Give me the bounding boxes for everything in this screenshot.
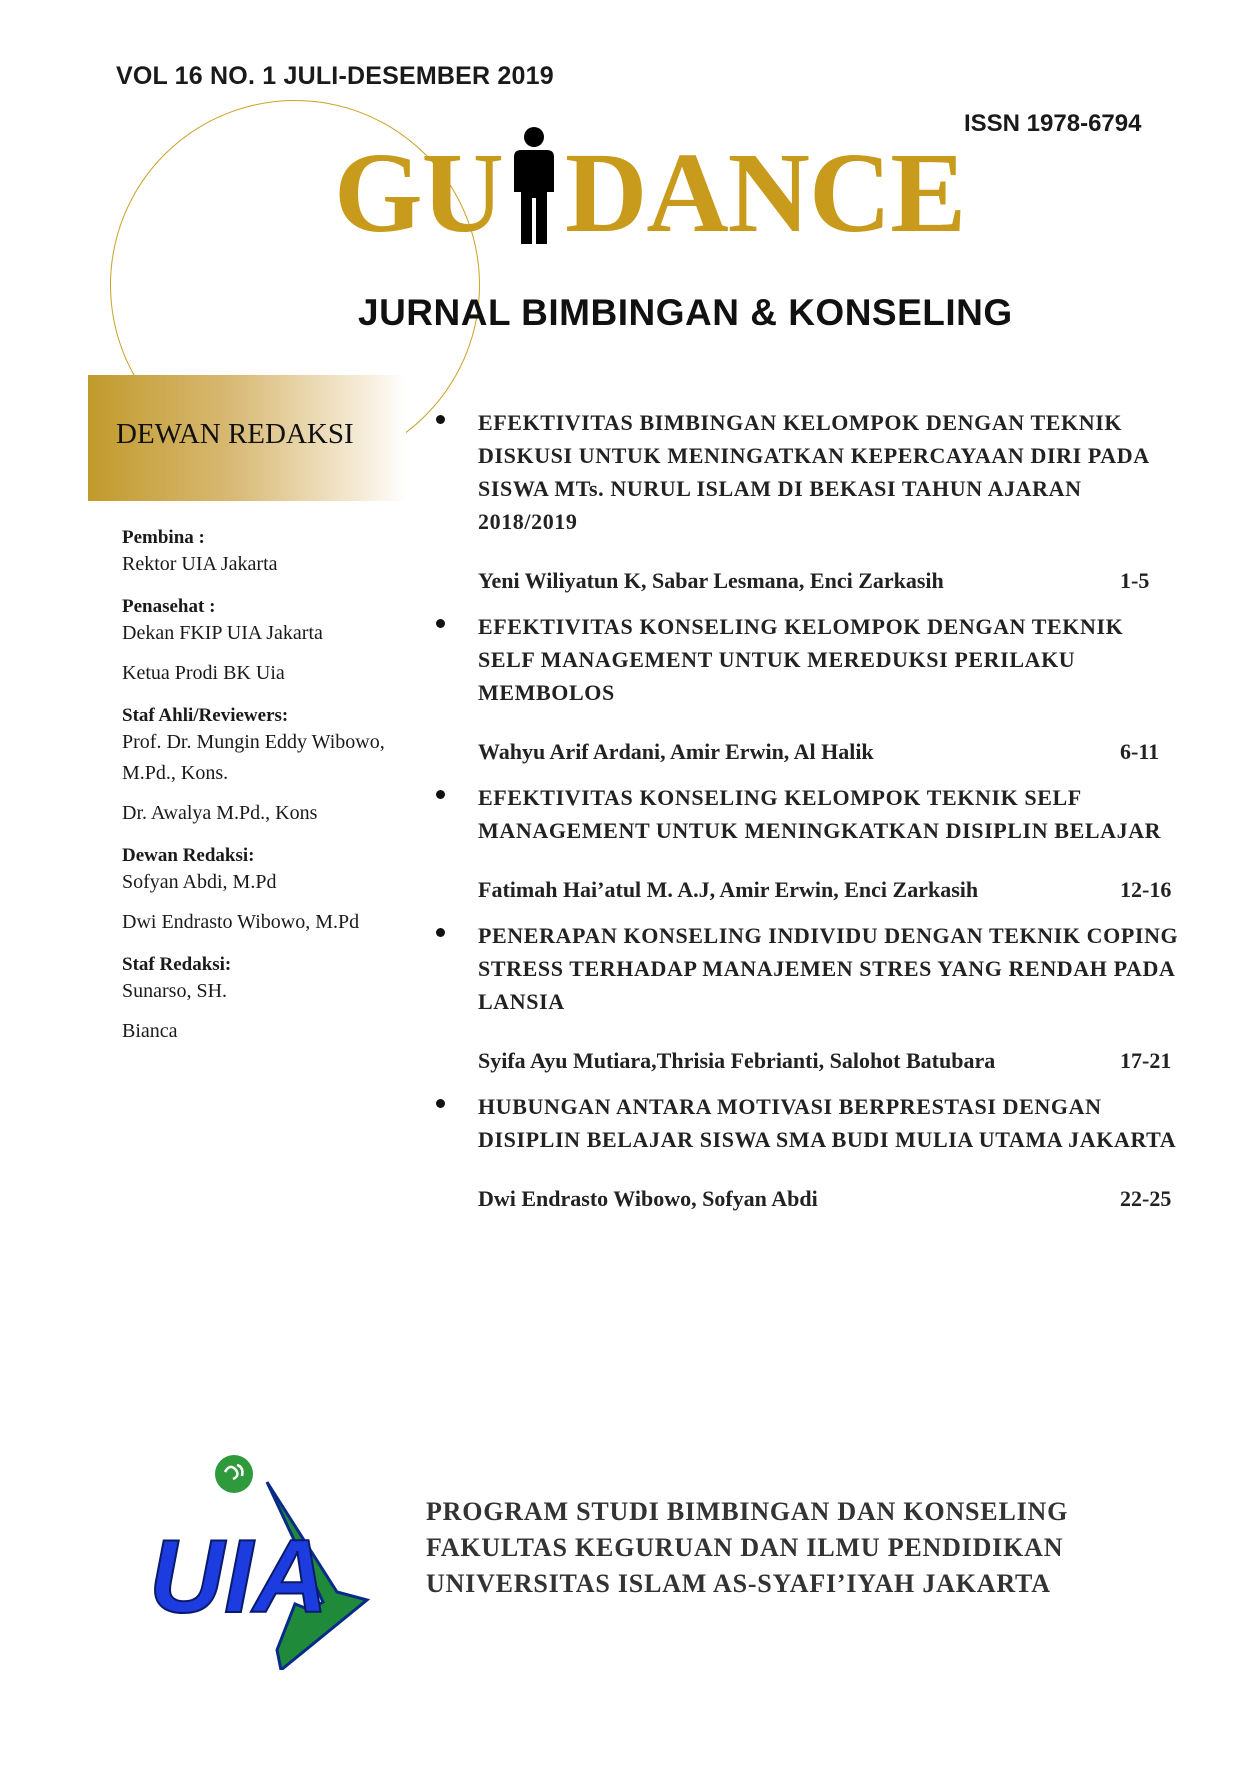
board-member: M.Pd., Kons. — [122, 762, 229, 784]
board-member: Ketua Prodi BK Uia — [122, 662, 285, 684]
article-authors: Fatimah Hai’atul M. A.J, Amir Erwin, Enci Zarkasih — [478, 877, 979, 902]
article-item — [436, 406, 1186, 596]
institution-line: PROGRAM STUDI BIMBINGAN DAN KONSELING — [426, 1497, 1069, 1526]
article-pages: 17-21 — [1120, 1048, 1172, 1073]
board-member: Bianca — [122, 1020, 178, 1042]
board-group — [122, 703, 442, 827]
article-authors: Wahyu Arif Ardani, Amir Erwin, Al Halik — [478, 739, 874, 764]
article-meta — [478, 566, 1182, 596]
journal-title — [334, 129, 966, 256]
board-member: Dr. Awalya M.Pd., Kons — [122, 802, 318, 824]
editorial-board — [122, 525, 442, 1061]
article-item — [436, 919, 1186, 1076]
bullet-icon — [436, 1099, 445, 1108]
board-member: Prof. Dr. Mungin Eddy Wibowo, — [122, 731, 385, 753]
article-title: EFEKTIVITAS KONSELING KELOMPOK DENGAN TEKNIK SELF MANAGEMENT UNTUK MEREDUKSI PERILAKU MEMBOLOS — [478, 614, 1124, 705]
institution-block — [426, 1494, 1068, 1602]
article-list — [436, 406, 1186, 1228]
bullet-icon — [436, 415, 445, 424]
board-group — [122, 952, 442, 1045]
article-pages: 6-11 — [1120, 739, 1160, 764]
board-member: Sunarso, SH. — [122, 980, 228, 1002]
article-authors: Yeni Wiliyatun K, Sabar Lesmana, Enci Zarkasih — [478, 568, 944, 593]
article-item — [436, 610, 1186, 767]
volume-info: VOL 16 NO. 1 JULI-DESEMBER 2019 — [116, 62, 554, 90]
board-heading: Penasehat : — [122, 596, 216, 617]
article-item — [436, 1090, 1186, 1214]
article-pages: 22-25 — [1120, 1186, 1172, 1211]
article-meta — [478, 875, 1182, 905]
uia-logo — [145, 1452, 375, 1670]
article-meta — [478, 737, 1182, 767]
journal-subtitle: JURNAL BIMBINGAN & KONSELING — [358, 292, 1013, 333]
board-heading: Staf Redaksi: — [122, 954, 232, 975]
bullet-icon — [436, 790, 445, 799]
journal-title-left: GU — [334, 129, 503, 256]
board-group — [122, 594, 442, 687]
article-item — [436, 781, 1186, 905]
board-member: Dwi Endrasto Wibowo, M.Pd — [122, 911, 360, 933]
article-pages: 1-5 — [1120, 568, 1150, 593]
article-authors: Syifa Ayu Mutiara,Thrisia Febrianti, Salohot Batubara — [478, 1048, 996, 1073]
issn: ISSN 1978-6794 — [964, 110, 1142, 137]
editorial-banner-label: DEWAN REDAKSI — [116, 418, 354, 450]
board-heading: Staf Ahli/Reviewers: — [122, 705, 289, 726]
uia-logo-text: UIA — [149, 1519, 329, 1635]
article-pages: 12-16 — [1120, 877, 1172, 902]
institution-line: FAKULTAS KEGURUAN DAN ILMU PENDIDIKAN — [426, 1533, 1064, 1562]
person-icon — [507, 126, 561, 244]
board-member: Dekan FKIP UIA Jakarta — [122, 622, 323, 644]
institution-line: UNIVERSITAS ISLAM AS-SYAFI’IYAH JAKARTA — [426, 1569, 1051, 1598]
article-title: HUBUNGAN ANTARA MOTIVASI BERPRESTASI DENGAN DISIPLIN BELAJAR SISWA SMA BUDI MULIA UTAMA JAKARTA — [478, 1094, 1177, 1152]
board-member: Sofyan Abdi, M.Pd — [122, 871, 277, 893]
article-title: PENERAPAN KONSELING INDIVIDU DENGAN TEKNIK COPING STRESS TERHADAP MANAJEMEN STRES YANG RENDAH PADA LANSIA — [478, 923, 1179, 1014]
journal-title-right: DANCE — [565, 129, 966, 256]
board-heading: Dewan Redaksi: — [122, 845, 255, 866]
article-meta — [478, 1184, 1182, 1214]
board-group — [122, 525, 442, 578]
article-title: EFEKTIVITAS BIMBINGAN KELOMPOK DENGAN TEKNIK DISKUSI UNTUK MENINGATKAN KEPERCAYAAN DIRI PADA SISWA MTs. NURUL ISLAM DI BEKASI TAHUN AJARAN 2018/2019 — [478, 410, 1149, 534]
article-title: EFEKTIVITAS KONSELING KELOMPOK TEKNIK SELF MANAGEMENT UNTUK MENINGKATKAN DISIPLIN BELAJAR — [478, 785, 1162, 843]
board-heading: Pembina : — [122, 527, 205, 548]
article-authors: Dwi Endrasto Wibowo, Sofyan Abdi — [478, 1186, 818, 1211]
article-meta — [478, 1046, 1182, 1076]
board-group — [122, 843, 442, 936]
bullet-icon — [436, 928, 445, 937]
emblem-icon — [215, 1455, 253, 1493]
board-member: Rektor UIA Jakarta — [122, 553, 278, 575]
bullet-icon — [436, 619, 445, 628]
